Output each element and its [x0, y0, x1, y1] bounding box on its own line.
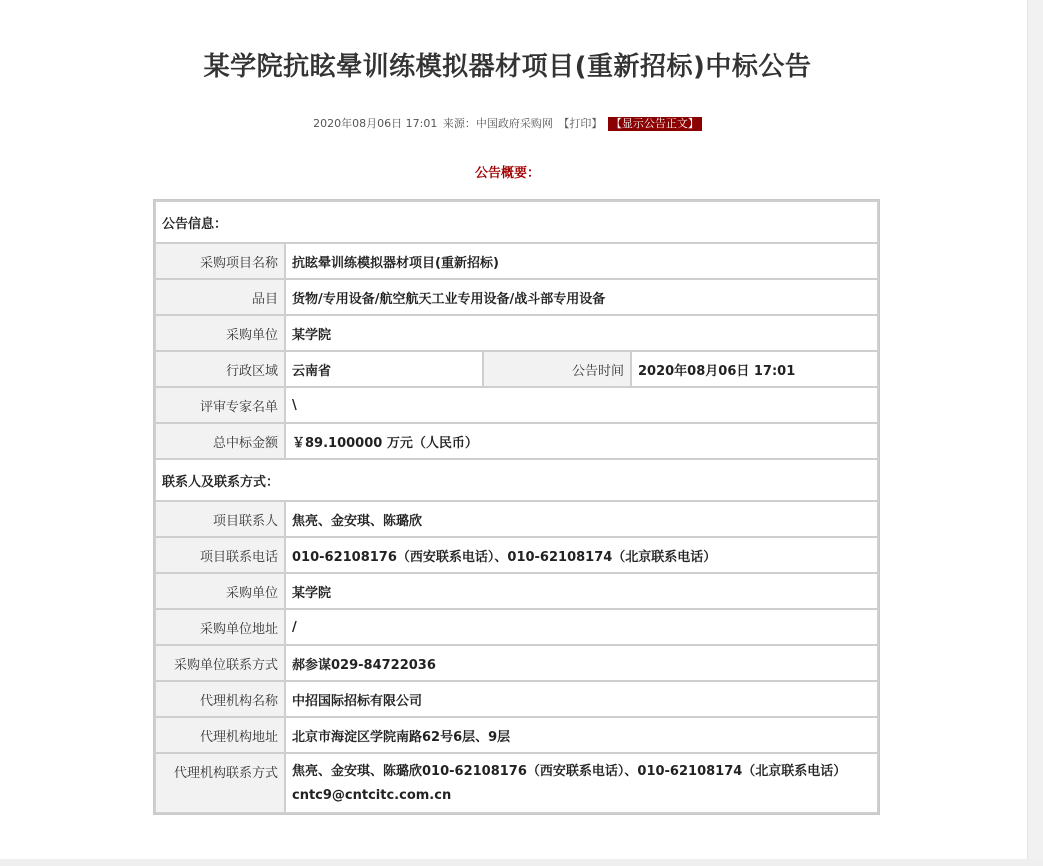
table-row [156, 754, 877, 812]
section-heading-contact: 联系人及联系方式： [156, 460, 877, 500]
announce-time-value: 2020年08月06日 17:01 [632, 352, 877, 386]
table-row [156, 424, 877, 458]
row-label: 总中标金额 [156, 424, 284, 458]
table-row [156, 460, 877, 500]
row-label: 代理机构名称 [156, 682, 284, 716]
table-row [156, 682, 877, 716]
table-row [156, 352, 877, 386]
row-label: 采购单位联系方式 [156, 646, 284, 680]
table-row [156, 280, 877, 314]
experts-value: \ [286, 388, 877, 422]
row-label: 采购项目名称 [156, 244, 284, 278]
section-heading-info: 公告信息： [156, 202, 877, 242]
purchaser-contact-value: 郝参谋029-84722036 [286, 646, 877, 680]
table-row [156, 316, 877, 350]
table-row [156, 244, 877, 278]
table-row [156, 502, 877, 536]
table-row [156, 718, 877, 752]
summary-heading: 公告概要： [474, 166, 540, 181]
agency-address-value: 北京市海淀区学院南路62号6层、9层 [286, 718, 877, 752]
agency-contact-value: 焦亮、金安琪、陈璐欣010-62108176（西安联系电话）、010-62108174（北京联系电话）cntc9@cntcitc.com.cn [286, 754, 877, 812]
table-row [156, 574, 877, 608]
total-amount-value: ￥89.100000 万元（人民币） [286, 424, 877, 458]
page-footer-strip [0, 859, 1043, 866]
row-label: 项目联系电话 [156, 538, 284, 572]
row-label: 采购单位 [156, 574, 284, 608]
source-text: 来源：中国政府采购网 [442, 117, 553, 130]
print-link[interactable]: 【打印】 [558, 117, 603, 130]
project-name-value: 抗眩晕训练模拟器材项目(重新招标) [286, 244, 877, 278]
scrollbar[interactable] [1027, 0, 1043, 866]
agency-name-value: 中招国际招标有限公司 [286, 682, 877, 716]
row-label: 采购单位 [156, 316, 284, 350]
page-title: 某学院抗眩晕训练模拟器材项目(重新招标)中标公告 [203, 52, 812, 82]
purchaser-address-value: / [286, 610, 877, 644]
row-label: 行政区域 [156, 352, 284, 386]
contact-purchaser-value: 某学院 [286, 574, 877, 608]
row-label: 代理机构地址 [156, 718, 284, 752]
category-value: 货物/专用设备/航空航天工业专用设备/战斗部专用设备 [286, 280, 877, 314]
project-phone-value: 010-62108176（西安联系电话）、010-62108174（北京联系电话） [286, 538, 877, 572]
announcement-meta [0, 115, 1015, 131]
show-announcement-text-button[interactable]: 【显示公告正文】 [608, 117, 702, 131]
table-row [156, 388, 877, 422]
row-label: 公告时间 [484, 352, 630, 386]
table-row [156, 610, 877, 644]
purchaser-value: 某学院 [286, 316, 877, 350]
table-row [156, 202, 877, 242]
project-contact-value: 焦亮、金安琪、陈璐欣 [286, 502, 877, 536]
region-value: 云南省 [286, 352, 482, 386]
row-label: 代理机构联系方式 [156, 754, 284, 812]
row-label: 评审专家名单 [156, 388, 284, 422]
publish-datetime: 2020年08月06日 17:01 [313, 117, 438, 130]
table-row [156, 646, 877, 680]
row-label: 品目 [156, 280, 284, 314]
row-label: 项目联系人 [156, 502, 284, 536]
announcement-summary-table [153, 199, 880, 815]
table-row [156, 538, 877, 572]
row-label: 采购单位地址 [156, 610, 284, 644]
